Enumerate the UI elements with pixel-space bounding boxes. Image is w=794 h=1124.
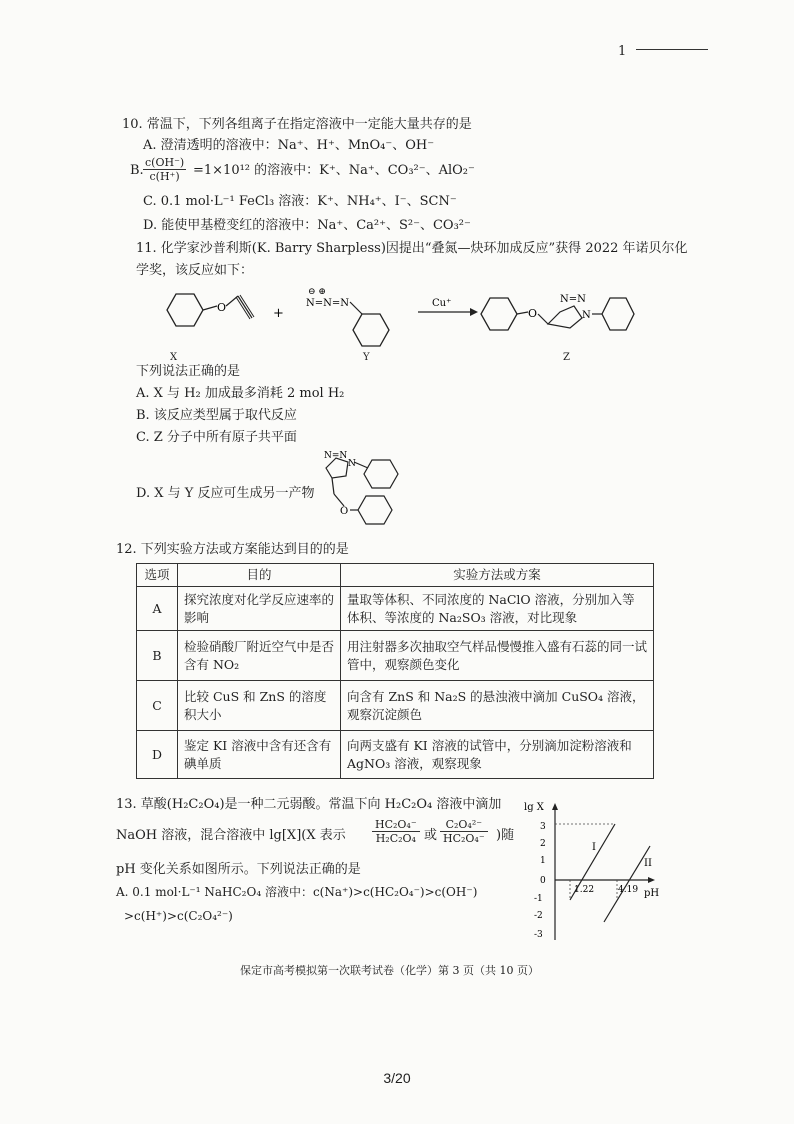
benzene-ring-x [167,294,203,326]
q11-stem-line2: 学奖，该反应如下： [136,263,254,278]
row-option: B [137,631,178,681]
row-option: A [137,587,178,631]
table-header-row [137,564,654,587]
corner-line [636,49,708,50]
q11-prompt: 下列说法正确的是 [136,364,241,379]
label-x: X [170,352,178,363]
label-y: Y [363,352,370,363]
q10-option-b-rest: =1×10¹² 的溶液中：K⁺、Na⁺、CO₃²⁻、AlO₂⁻ [193,163,475,178]
q13-line3: pH 变化关系如图所示。下列说法正确的是 [116,862,361,877]
benzene-ring-y [353,314,389,346]
q11-stem-line1: 11. 化学家沙普利斯(K. Barry Sharpless)因提出“叠氮—炔环加成反应”获得 2022 年诺贝尔化 [136,241,688,256]
row-method: 量取等体积、不同浓度的 NaClO 溶液，分别加入等体积、等浓度的 Na₂SO₃ 溶液，对比现象 [341,587,654,631]
row-option: C [137,681,178,731]
fraction-numerator: HC₂O₄⁻ [372,818,420,832]
catalyst-label: Cu⁺ [432,298,452,309]
row-method: 向两支盛有 KI 溶液的试管中，分别滴加淀粉溶液和 AgNO₃ 溶液，观察现象 [341,731,654,779]
header-option: 选项 [137,564,178,587]
fraction-denominator: HC₂O₄⁻ [443,832,485,845]
fraction-numerator: C₂O₄²⁻ [440,818,488,832]
product-triazole-label: N=N [324,451,348,461]
y-tick: 0 [540,876,546,886]
row-method: 向含有 ZnS 和 Na₂S 的悬浊液中滴加 CuSO₄ 溶液，观察沉淀颜色 [341,681,654,731]
plus-sign: + [273,306,284,321]
x-tick-2: 4.19 [618,885,639,895]
product-structure [318,450,418,532]
label-z: Z [563,352,570,363]
page-footer: 保定市高考模拟第一次联考试卷（化学）第 3 页（共 10 页） [240,964,539,977]
q13-option-a-line2: >c(H⁺)>c(C₂O₄²⁻) [124,909,233,923]
corner-mark: 1 [618,44,627,59]
table-row [137,681,654,731]
triazole-label: N=N [560,294,586,305]
row-aim: 探究浓度对化学反应速率的影响 [178,587,341,631]
oxygen-atom-z: O [528,307,538,320]
q10-option-b-letter: B. [130,163,144,178]
row-aim: 检验硝酸厂附近空气中是否含有 NO₂ [178,631,341,681]
triazole-ring [548,306,582,328]
nitrogen-atom-z: N [582,310,591,321]
q10-stem: 10. 常温下，下列各组离子在指定溶液中一定能大量共存的是 [122,117,472,132]
q13-line1: 13. 草酸(H₂C₂O₄)是一种二元弱酸。常温下向 H₂C₂O₄ 溶液中滴加 [116,797,502,812]
y-tick: -3 [534,930,543,940]
row-method: 用注射器多次抽取空气样品慢慢推入盛有石蕊的同一试管中，观察颜色变化 [341,631,654,681]
q13-line2a: NaOH 溶液，混合溶液中 lg[X](X 表示 [116,828,346,843]
q12-stem: 12. 下列实验方法或方案能达到目的的是 [116,542,349,557]
y-tick: 3 [540,822,546,832]
q11-option-c: C. Z 分子中所有原子共平面 [136,430,297,445]
azide-chain: N=N=N [306,298,350,309]
line-label-i: I [592,842,596,853]
row-aim: 鉴定 KI 溶液中含有还含有碘单质 [178,731,341,779]
fraction-numerator: c(OH⁻) [145,156,185,169]
q10-option-d: D. 能使甲基橙变红的溶液中：Na⁺、Ca²⁺、S²⁻、CO₃²⁻ [143,218,471,233]
page-number: 3/20 [383,1070,411,1086]
y-axis-title: lg X [524,802,544,813]
table-row [137,731,654,779]
oxygen-atom-x: O [217,301,227,314]
header-method: 实验方法或方案 [341,564,654,587]
q13-fraction-2 [440,818,488,845]
q10-option-b-fraction [143,156,186,183]
row-option: D [137,731,178,779]
benzene-ring-z2 [602,298,634,330]
experiment-table [136,563,654,779]
y-tick: 2 [540,839,546,849]
y-tick: 1 [540,856,546,866]
lgx-ph-graph [520,800,670,945]
benzene-ring-z [481,298,517,330]
y-ticks [534,822,546,940]
line-label-ii: II [644,858,652,869]
table-row [137,587,654,631]
q11-option-b: B. 该反应类型属于取代反应 [136,408,297,423]
x-tick-1: 1.22 [574,885,595,895]
x-axis-title: pH [644,888,660,899]
q10-option-a: A. 澄清透明的溶液中：Na⁺、H⁺、MnO₄⁻、OH⁻ [143,138,435,153]
q13-or: 或 [424,828,438,843]
q11-option-d: D. X 与 Y 反应可生成另一产物 [136,486,315,501]
product-oxygen-label: O [340,506,349,517]
azide-charges: ⊖ ⊕ [308,287,326,297]
reaction-scheme [150,282,650,362]
y-tick: -1 [534,894,543,904]
q13-fraction-1 [372,818,420,845]
fraction-denominator: c(H⁺) [149,170,180,183]
table-row [137,631,654,681]
product-nitrogen-label: N [348,459,356,469]
q10-option-c: C. 0.1 mol·L⁻¹ FeCl₃ 溶液：K⁺、NH₄⁺、I⁻、SCN⁻ [143,194,457,209]
fraction-denominator: H₂C₂O₄ [375,832,416,845]
q13-line2b: )随 [496,828,515,843]
q13-option-a-line1: A. 0.1 mol·L⁻¹ NaHC₂O₄ 溶液中：c(Na⁺)>c(HC₂O₄⁻)>c(OH⁻) [116,885,478,899]
header-aim: 目的 [178,564,341,587]
y-tick: -2 [534,911,543,921]
row-aim: 比较 CuS 和 ZnS 的溶度积大小 [178,681,341,731]
q11-option-a: A. X 与 H₂ 加成最多消耗 2 mol H₂ [136,386,345,401]
